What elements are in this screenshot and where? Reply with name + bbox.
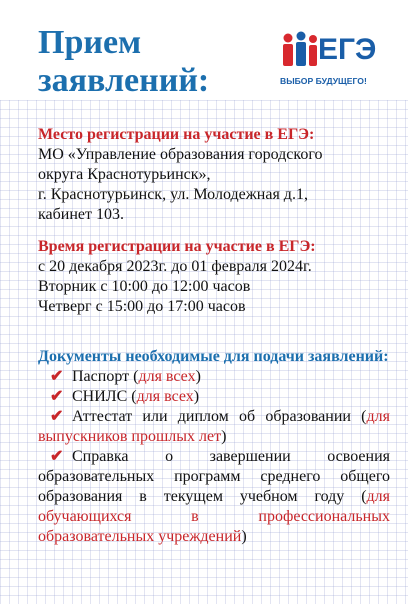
place-line: МО «Управление образования городского: [38, 146, 323, 163]
document-tail: ): [195, 368, 201, 385]
place-line: г. Краснотурьинск, ул. Молодежная д.1,: [38, 186, 308, 203]
place-line: округа Краснотурьинск»,: [38, 166, 211, 183]
document-note: для обучающихся в профессиональных образовательных учреждений: [38, 488, 390, 545]
document-tail: ): [221, 428, 227, 445]
document-note: для всех: [138, 368, 196, 385]
document-item-passport: [38, 367, 390, 387]
document-tail: ): [193, 388, 200, 405]
document-tail: ): [241, 528, 247, 545]
ege-logo-icon: [280, 30, 320, 70]
checkmark-icon: ✔: [50, 448, 64, 465]
ege-logo: [276, 30, 394, 92]
checkmark-icon: ✔: [50, 388, 64, 405]
time-line: Четверг с 15:00 до 17:00 часов: [38, 298, 246, 315]
page-title: [38, 24, 209, 100]
document-text: СНИЛС (: [72, 388, 137, 405]
registration-place-heading: Место регистрации на участие в ЕГЭ:: [38, 126, 315, 143]
document-note: для выпускников прошлых лет: [38, 408, 390, 445]
checkmark-icon: ✔: [50, 408, 64, 425]
content: [38, 125, 390, 547]
document-item-snils: [38, 387, 390, 407]
title-line-2: заявлений:: [38, 62, 210, 99]
registration-time-heading: Время регистрации на участие в ЕГЭ:: [38, 238, 316, 255]
place-line: кабинет 103.: [38, 206, 124, 223]
time-line: Вторник с 10:00 до 12:00 часов: [38, 278, 251, 295]
document-item-diploma: [38, 407, 390, 447]
title-line-1: Прием: [38, 24, 142, 61]
document-text: Аттестат или диплом об образовании (: [72, 408, 367, 425]
logo-wordmark: ЕГЭ: [318, 33, 377, 66]
document-note: для всех: [136, 388, 194, 405]
document-text: Паспорт (: [72, 368, 139, 385]
logo-subtitle: ВЫБОР БУДУЩЕГО!: [280, 76, 367, 86]
document-text: Справка о завершении освоения образовательных программ среднего общего образования в текущем учебном году (: [38, 448, 390, 505]
document-item-certificate: [38, 447, 390, 547]
checkmark-icon: ✔: [50, 368, 64, 385]
documents-heading: Документы необходимые для подачи заявлений:: [38, 348, 389, 365]
time-line: с 20 декабря 2023г. до 01 февраля 2024г.: [38, 258, 312, 275]
